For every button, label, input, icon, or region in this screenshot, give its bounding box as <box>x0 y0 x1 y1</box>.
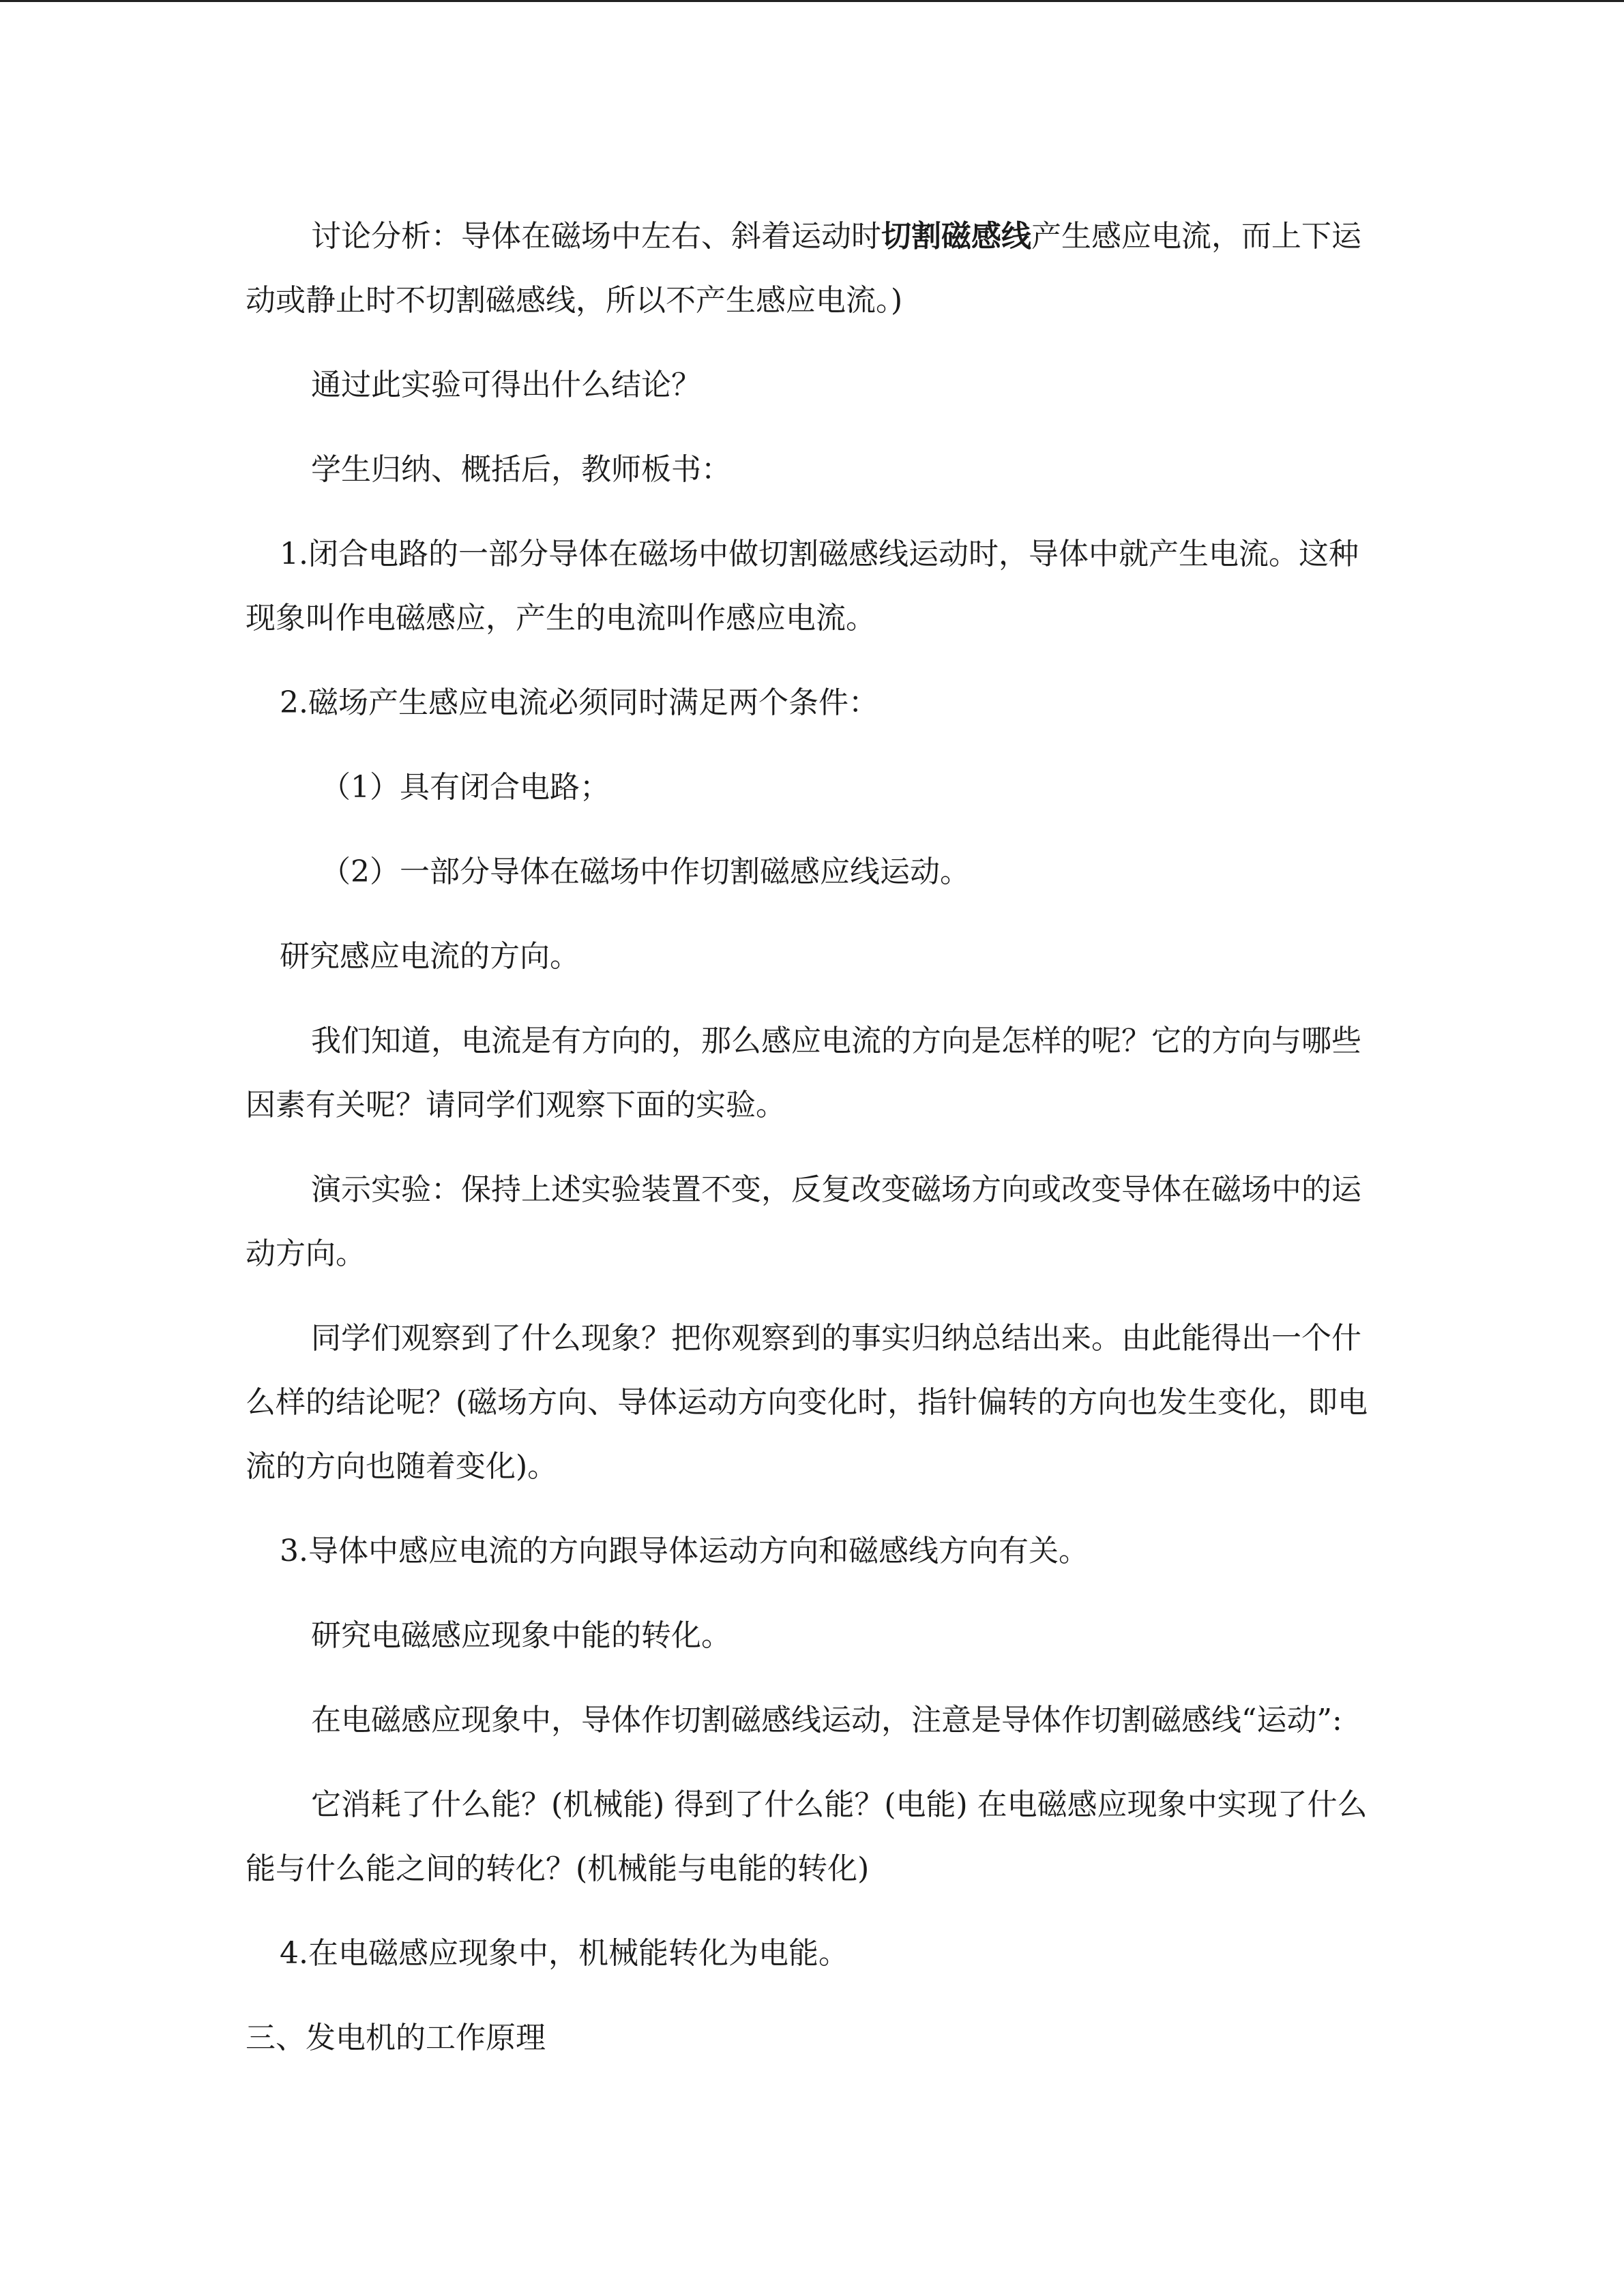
document-body <box>246 205 1378 2091</box>
section-direction-heading: 研究感应电流的方向。 <box>280 939 580 974</box>
discussion-text-a: 讨论分析：导体在磁场中左右、斜着运动时 <box>311 219 881 254</box>
paragraph-energy-question: 它消耗了什么能？(机械能) 得到了什么能？(电能) 在电磁感应现象中实现了什么能与什么能之间的转化？(机械能与电能的转化) <box>246 1787 1368 1886</box>
paragraph-demo: 演示实验：保持上述实验装置不变，反复改变磁场方向或改变导体在磁场中的运动方向。 <box>246 1172 1361 1271</box>
discussion-text-b: 产生感应电流，而上下运动或静止时不切割磁感线，所以不产生感应电流。) <box>246 219 1361 318</box>
bold-term: 切割磁感线 <box>881 219 1031 254</box>
top-border <box>0 0 1624 2</box>
conclusion-3: 3.导体中感应电流的方向跟导体运动方向和磁感线方向有关。 <box>280 1534 1089 1568</box>
conclusion-2: 2.磁场产生感应电流必须同时满足两个条件： <box>280 685 879 720</box>
conclusion-4: 4.在电磁感应现象中，机械能转化为电能。 <box>280 1936 848 1971</box>
paragraph-discussion <box>246 205 1378 333</box>
paragraph-observation: 同学们观察到了什么现象？把你观察到的事实归纳总结出来。由此能得出一个什么样的结论呢？(磁场方向、导体运动方向变化时，指针偏转的方向也发生变化，即电流的方向也随着变化)。 <box>246 1321 1368 1484</box>
paragraph-board-intro: 学生归纳、概括后，教师板书： <box>311 452 731 487</box>
conclusion-1: 1.闭合电路的一部分导体在磁场中做切割磁感线运动时，导体中就产生电流。这种现象叫作电磁感应，产生的电流叫作感应电流。 <box>246 537 1359 636</box>
paragraph-question: 通过此实验可得出什么结论？ <box>311 368 701 402</box>
paragraph-energy-intro: 在电磁感应现象中，导体作切割磁感线运动，注意是导体作切割磁感线“运动”: <box>311 1703 1342 1738</box>
condition-1: （1）具有闭合电路； <box>321 770 610 805</box>
paragraph-direction-question: 我们知道，电流是有方向的，那么感应电流的方向是怎样的呢？它的方向与哪些因素有关呢？请同学们观察下面的实验。 <box>246 1024 1361 1122</box>
section-energy-heading: 研究电磁感应现象中能的转化。 <box>311 1618 731 1653</box>
section-generator-heading: 三、发电机的工作原理 <box>246 2021 546 2055</box>
condition-2: （2）一部分导体在磁场中作切割磁感应线运动。 <box>321 854 970 889</box>
